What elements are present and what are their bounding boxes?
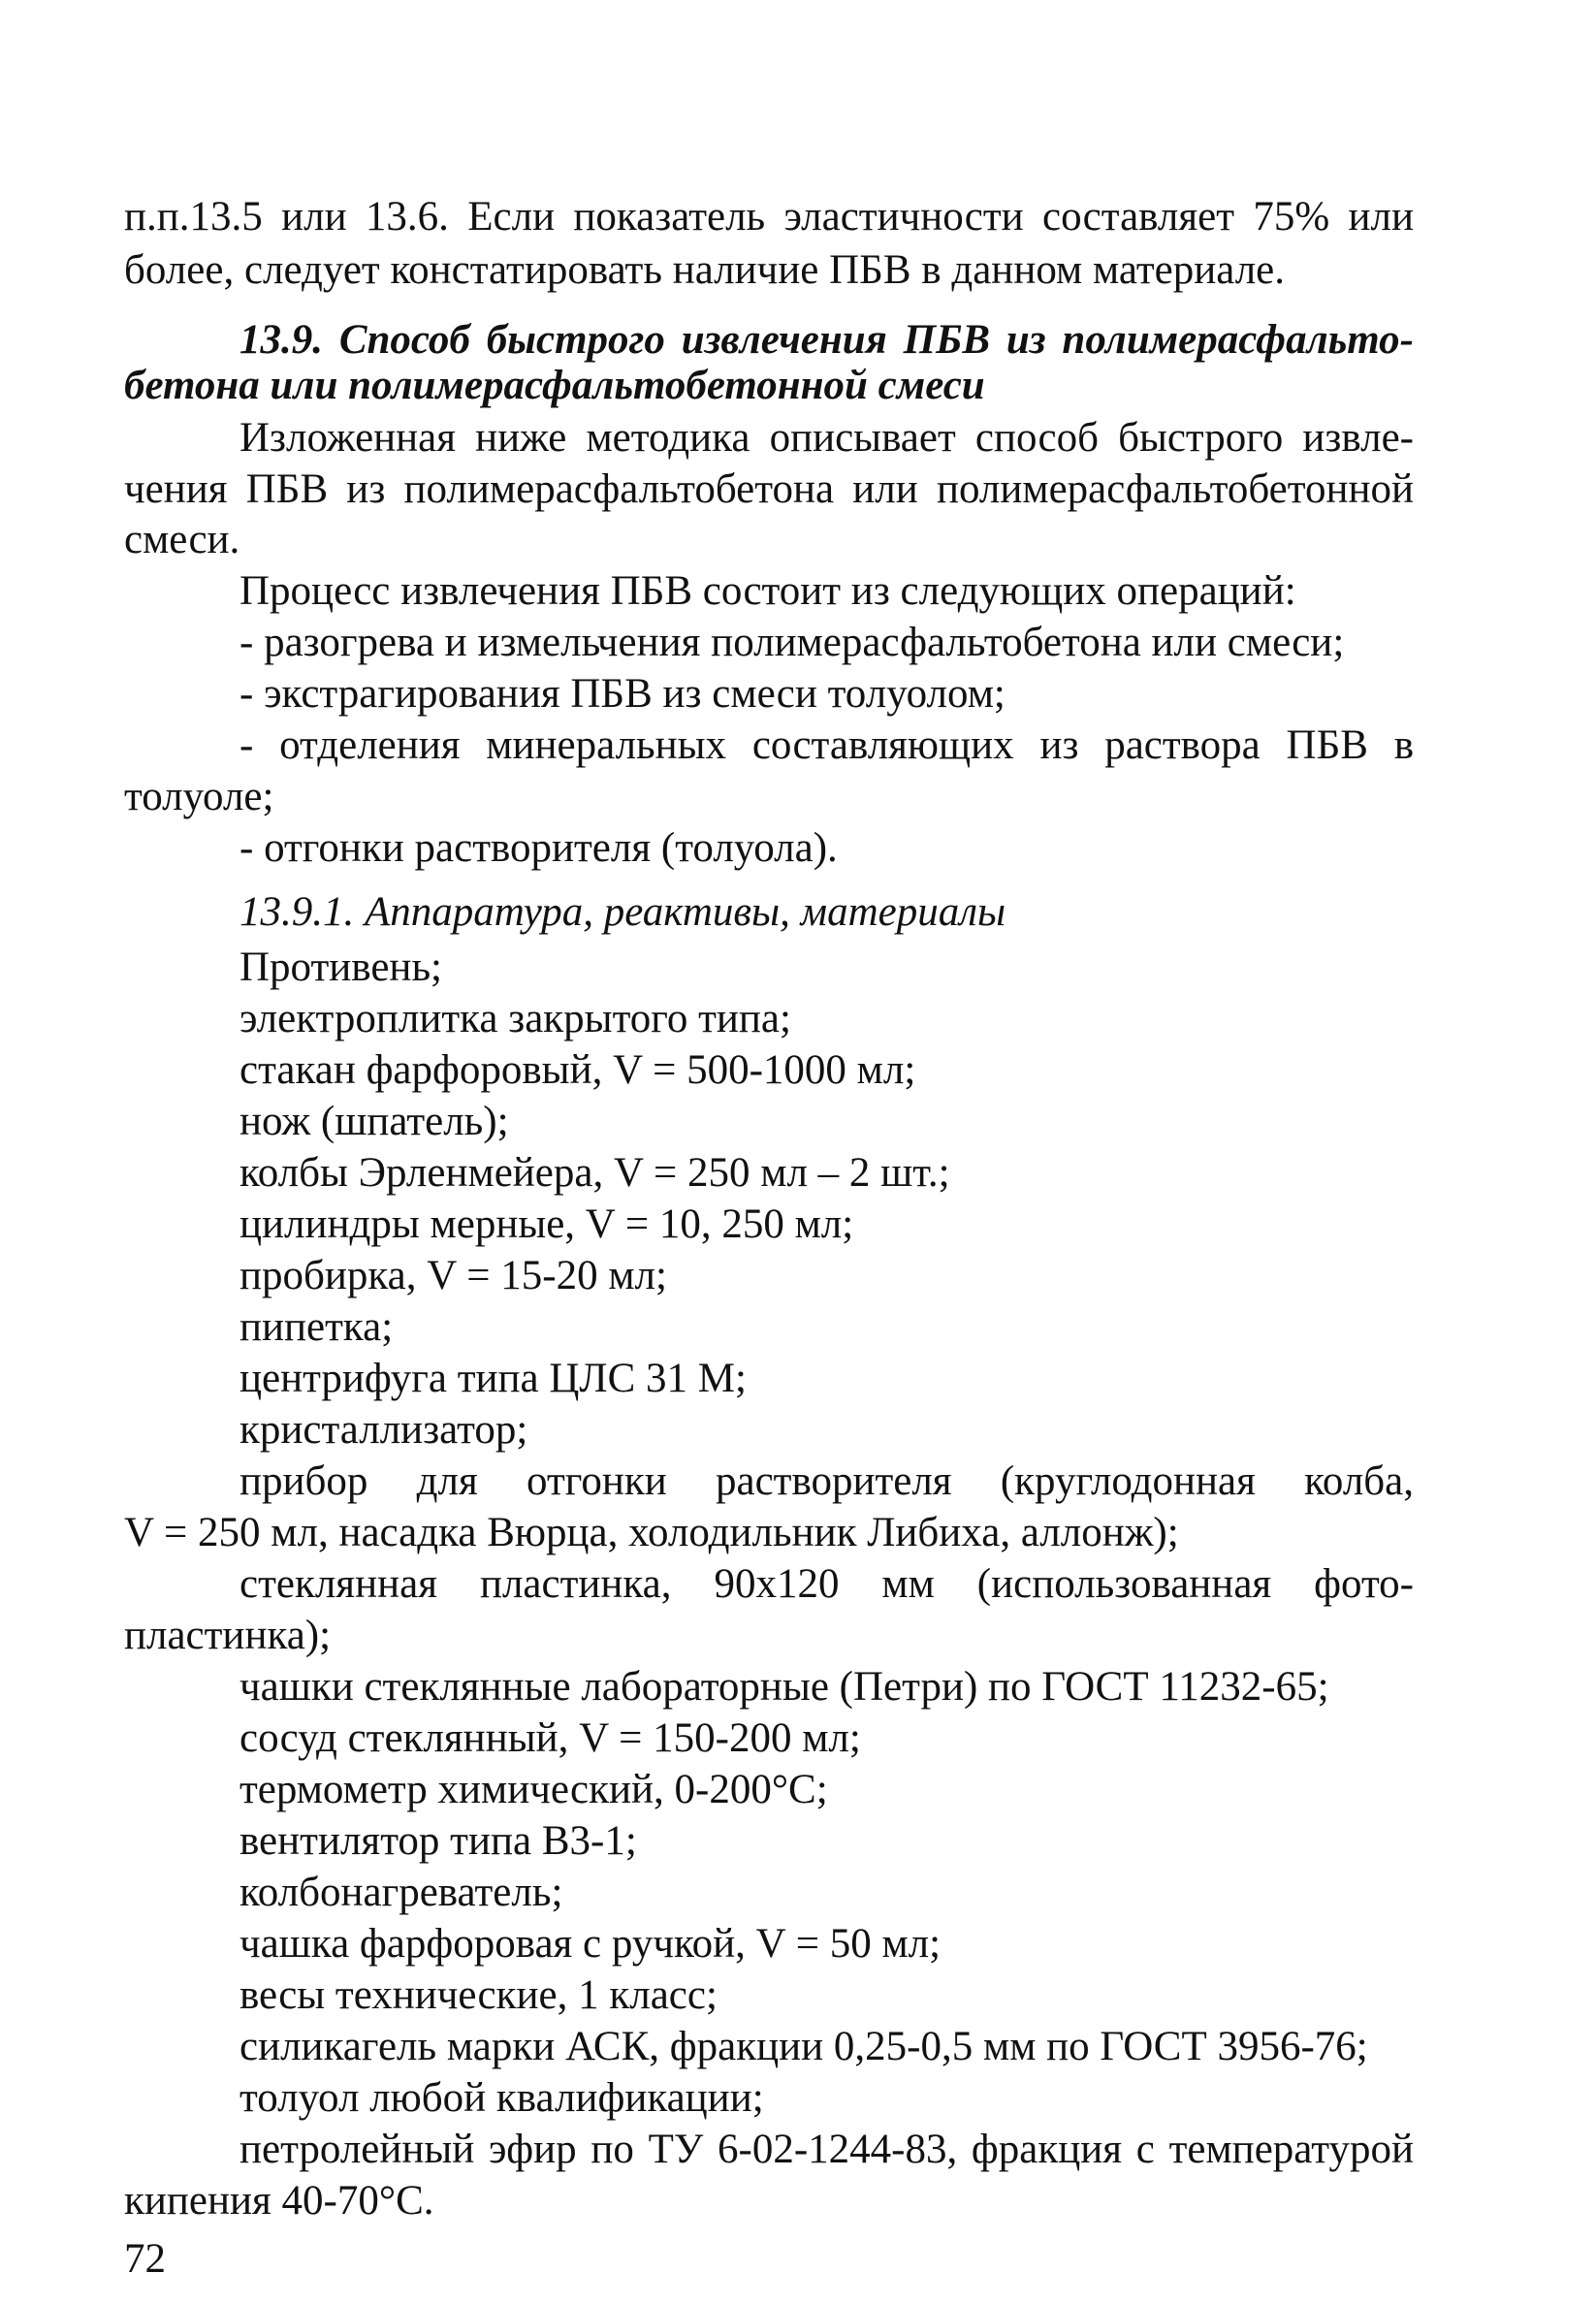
text-line: смеси. [124,517,240,562]
list-item: чашка фарфоровая с ручкой, V = 50 мл; [239,1921,942,1967]
list-item: силикагель марки АСК, фракции 0,25-0,5 мм по ГОСТ 3956-76; [239,2024,1368,2069]
list-item: цилиндры мерные, V = 10, 250 мл; [239,1201,854,1247]
page-number: 72 [124,2236,166,2282]
list-item: весы технические, 1 класс; [239,1972,718,2018]
list-item: чашки стеклянные лабораторные (Петри) по ГОСТ 11232-65; [239,1664,1329,1710]
section-heading: бетона или полимерасфальтобетонной смеси [124,363,985,408]
text-line: более, следует констатировать наличие ПБВ в данном материале. [124,247,1286,293]
list-item: пипетка; [239,1304,394,1350]
list-item: пробирка, V = 15-20 мл; [239,1253,667,1298]
list-item: кипения 40-70°С. [124,2178,434,2224]
subsection-heading: 13.9.1. Аппаратура, реактивы, материалы [239,889,1006,935]
section-heading: 13.9. Способ быстрого извлечения ПБВ из полимерасфальто- [239,317,1414,363]
list-item: вентилятор типа В3-1; [239,1818,637,1864]
list-item: - экстрагирования ПБВ из смеси толуолом; [239,671,1005,717]
list-item: Противень; [239,944,442,990]
list-item: - отделения минеральных составляющих из раствора ПБВ в [239,722,1414,768]
list-item: прибор для отгонки растворителя (круглодонная колба, [239,1458,1414,1504]
list-item: колбы Эрленмейера, V = 250 мл – 2 шт.; [239,1150,950,1196]
list-item: толуоле; [124,774,274,819]
list-item: - отгонки растворителя (толуола). [239,825,838,871]
list-item: нож (шпатель); [239,1099,509,1144]
list-item: сосуд стеклянный, V = 150-200 мл; [239,1715,861,1761]
list-item: кристаллизатор; [239,1407,528,1453]
list-item: термометр химический, 0-200°С; [239,1767,828,1812]
list-item: центрифуга типа ЦЛС 31 М; [239,1356,747,1401]
list-item: колбонагреватель; [239,1870,563,1915]
text-line: п.п.13.5 или 13.6. Если показатель эластичности составляет 75% или [124,194,1414,240]
text-line: чения ПБВ из полимерасфальтобетона или полимерасфальтобетонной [124,466,1414,512]
text-line: Изложенная ниже методика описывает способ быстрого извле- [239,415,1414,461]
list-item: V = 250 мл, насадка Вюрца, холодильник Либиха, аллонж); [124,1510,1179,1555]
list-item: электроплитка закрытого типа; [239,996,791,1041]
list-item: стеклянная пластинка, 90х120 мм (использованная фото- [239,1561,1414,1607]
list-item: толуол любой квалификации; [239,2075,764,2121]
text-line: Процесс извлечения ПБВ состоит из следующих операций: [239,568,1296,614]
list-item: петролейный эфир по ТУ 6-02-1244-83, фракция с температурой [239,2127,1414,2172]
list-item: пластинка); [124,1613,332,1658]
list-item: стакан фарфоровый, V = 500-1000 мл; [239,1047,916,1093]
list-item: - разогрева и измельчения полимерасфальтобетона или смеси; [239,620,1345,665]
